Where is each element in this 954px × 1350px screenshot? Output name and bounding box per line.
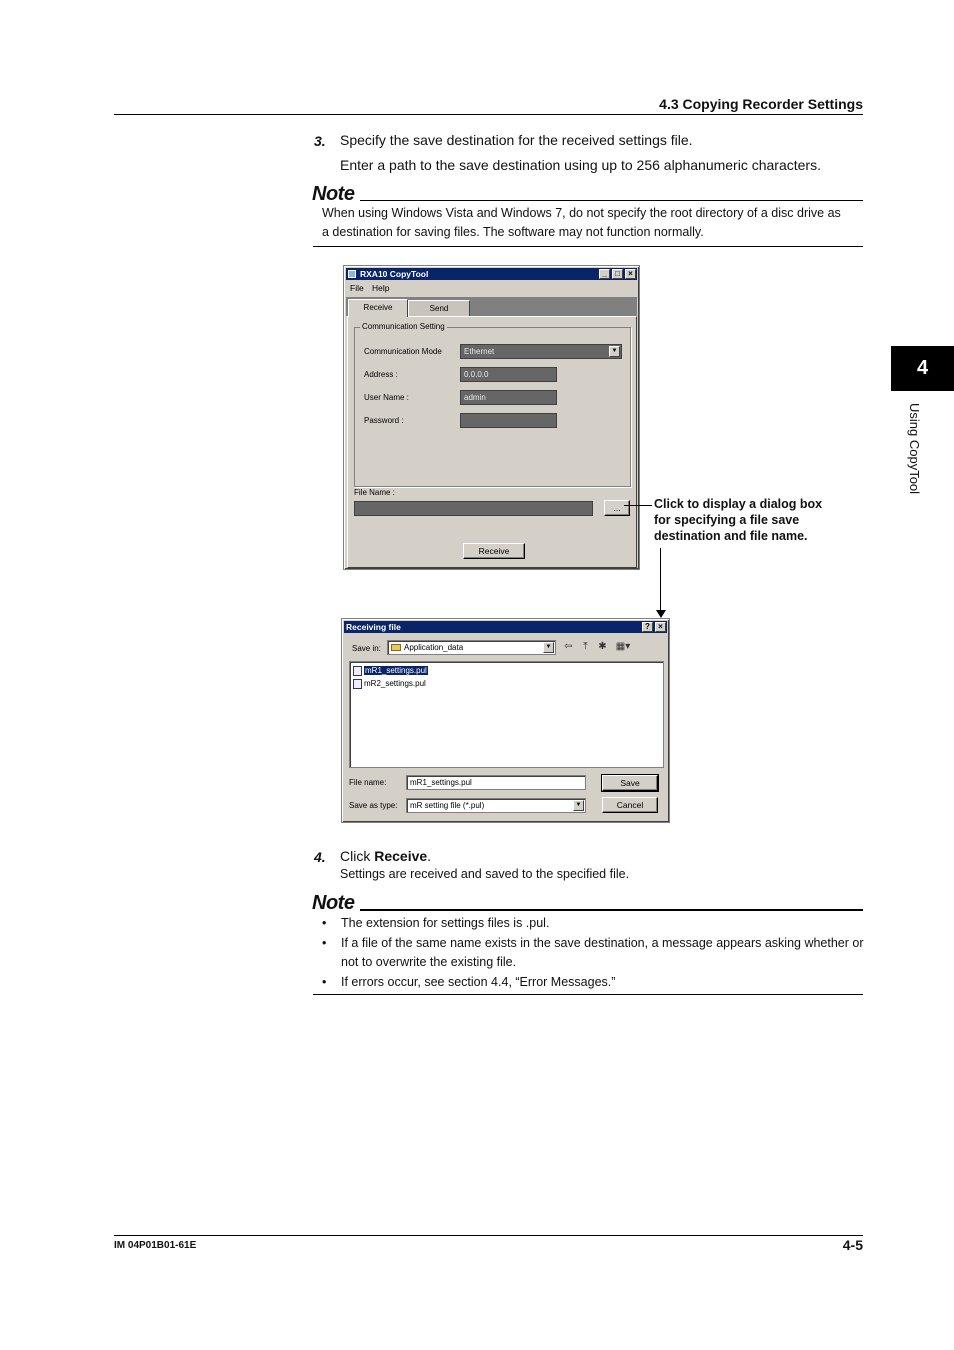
callout-line-1: Click to display a dialog box (654, 497, 823, 511)
note-1-line-2: a destination for saving files. The software may not function normally. (322, 225, 704, 239)
folder-icon (391, 644, 401, 651)
back-arrow-icon[interactable]: ⇦ (564, 641, 573, 652)
step-4-text (340, 848, 431, 864)
chapter-label: Using CopyTool (907, 403, 922, 495)
file-icon (353, 679, 362, 689)
note-1-bottom-rule (313, 246, 863, 247)
communication-mode-label: Communication Mode (364, 347, 442, 356)
dialog-titlebar (344, 621, 667, 633)
chevron-down-icon[interactable]: ▼ (609, 346, 620, 357)
tab-send[interactable]: Send (408, 300, 470, 317)
step-3-number: 3. (314, 133, 326, 149)
bullet-icon: • (322, 935, 327, 950)
step-3-detail: Enter a path to the save destination using up to 256 alphanumeric characters. (340, 157, 821, 173)
tab-receive[interactable]: Receive (348, 299, 408, 317)
chapter-tab: 4 (891, 346, 954, 391)
callout-leader-line (624, 505, 652, 506)
step-4-text-prefix: Click (340, 848, 375, 864)
callout-line-2: for specifying a file save (654, 513, 800, 527)
list-item (320, 973, 868, 993)
receive-panel (347, 316, 637, 568)
step-4-receive-term: Receive (374, 848, 428, 864)
list-item[interactable] (353, 678, 426, 690)
address-input[interactable]: 0.0.0.0 (460, 367, 557, 382)
browse-button[interactable]: ... (604, 500, 630, 516)
note-2-bottom-rule (313, 994, 863, 995)
maximize-button[interactable]: □ (612, 269, 623, 279)
footer-rule (114, 1235, 863, 1236)
note-2-top-rule (360, 909, 863, 911)
bullet-text: If a file of the same name exists in the save destination, a message appears asking whether or not to overwrite the existing file. (341, 935, 864, 969)
file-name: mR2_settings.pul (364, 679, 426, 688)
chevron-down-icon[interactable]: ▼ (573, 800, 584, 811)
step-4-text-suffix: . (427, 848, 432, 864)
page-number: 4-5 (842, 1237, 863, 1253)
new-folder-icon[interactable]: ✱ (598, 641, 607, 652)
bullet-icon: • (322, 974, 327, 989)
close-button[interactable]: × (625, 269, 636, 279)
dialog-file-name-input[interactable]: mR1_settings.pul (406, 775, 586, 790)
section-title: 4.3 Copying Recorder Settings (659, 96, 863, 112)
file-name: mR1_settings.pul (365, 666, 427, 675)
file-name-input[interactable] (354, 501, 593, 516)
list-item (320, 914, 868, 934)
bullet-icon: • (322, 916, 327, 930)
minimize-button[interactable]: _ (599, 269, 610, 279)
communication-mode-value: Ethernet (464, 347, 495, 356)
copytool-title: RXA10 CopyTool (360, 269, 429, 279)
address-label: Address : (364, 370, 398, 379)
communication-group-title: Communication Setting (362, 322, 445, 331)
save-as-type-select[interactable] (406, 798, 586, 813)
step-4-detail: Settings are received and saved to the specified file. (340, 867, 630, 881)
note-1-top-rule (360, 200, 863, 201)
password-label: Password : (364, 416, 404, 425)
bullet-text: The extension for settings files is .pul. (341, 916, 550, 930)
dialog-close-button[interactable]: × (655, 622, 666, 632)
arrow-down-icon (656, 610, 666, 618)
file-icon (353, 666, 362, 676)
dialog-file-name-label: File name: (349, 778, 387, 787)
callout-text (654, 496, 822, 544)
note-2-bullets (320, 914, 868, 992)
cancel-button[interactable]: Cancel (602, 797, 658, 813)
user-name-label: User Name : (364, 393, 409, 402)
copytool-titlebar (346, 268, 637, 280)
note-1-heading: Note (312, 183, 355, 205)
step-3-text: Specify the save destination for the received settings file. (340, 132, 693, 148)
save-in-select[interactable] (387, 640, 556, 655)
view-menu-icon[interactable]: ▦▾ (615, 641, 631, 652)
user-name-input[interactable]: admin (460, 390, 557, 405)
save-in-label: Save in: (352, 644, 381, 653)
communication-mode-select[interactable] (460, 344, 622, 359)
app-icon (348, 270, 356, 278)
save-button[interactable]: Save (602, 775, 658, 791)
save-in-value: Application_data (404, 643, 464, 652)
copytool-window (343, 265, 640, 570)
up-folder-icon[interactable]: ⤒ (583, 641, 588, 652)
menu-file[interactable]: File (350, 283, 364, 293)
note-2-heading: Note (312, 892, 355, 914)
callout-arrow-line (660, 548, 661, 612)
file-list[interactable] (349, 661, 664, 768)
list-item (320, 934, 868, 973)
callout-line-3: destination and file name. (654, 529, 808, 543)
dialog-title: Receiving file (346, 622, 401, 632)
bullet-text: If errors occur, see section 4.4, “Error Messages.” (341, 974, 616, 989)
receive-button[interactable]: Receive (463, 543, 525, 559)
list-item[interactable] (353, 665, 428, 677)
step-4-number: 4. (314, 849, 326, 865)
help-button[interactable]: ? (642, 622, 653, 632)
receiving-file-dialog (341, 618, 670, 823)
menu-help[interactable]: Help (372, 283, 390, 293)
chevron-down-icon[interactable]: ▼ (543, 642, 554, 653)
save-as-type-value: mR setting file (*.pul) (410, 801, 485, 810)
header-rule (114, 114, 863, 115)
password-input[interactable] (460, 413, 557, 428)
document-number: IM 04P01B01-61E (114, 1240, 197, 1251)
note-1-line-1: When using Windows Vista and Windows 7, do not specify the root directory of a disc drive as (322, 206, 841, 220)
save-as-type-label: Save as type: (349, 801, 398, 810)
file-name-label: File Name : (354, 488, 395, 497)
